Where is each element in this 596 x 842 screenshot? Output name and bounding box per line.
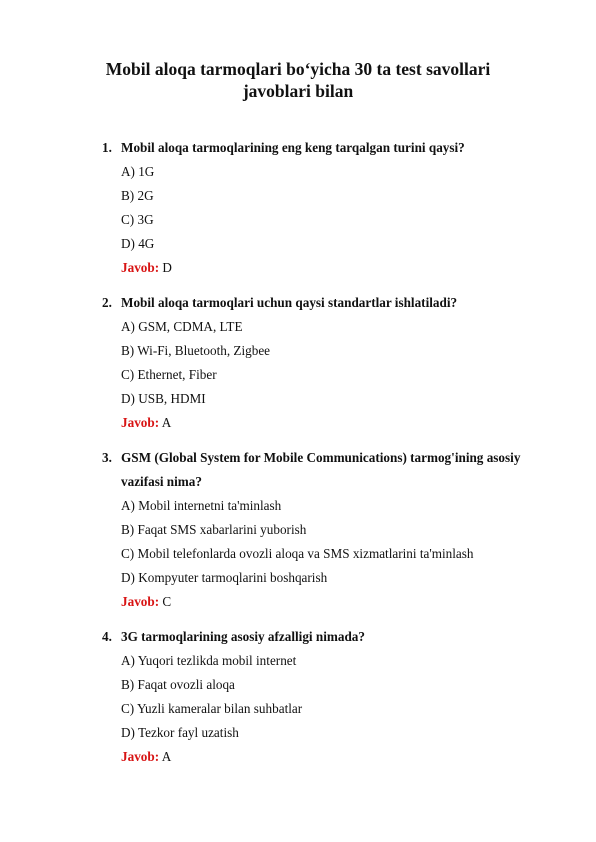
question-item: [0, 136, 596, 280]
answer-line: [0, 411, 596, 435]
answer-value: D: [162, 260, 172, 275]
answer-label: Javob:: [121, 260, 160, 275]
question-item: [0, 625, 596, 769]
option-b: B) Faqat SMS xabarlarini yuborish: [121, 522, 307, 537]
answer-value: A: [161, 415, 172, 430]
option-c: C) 3G: [121, 212, 154, 227]
answer-line: [0, 590, 596, 614]
option-b: B) Wi-Fi, Bluetooth, Zigbee: [121, 343, 271, 358]
question-text: 3G tarmoqlarining asosiy afzalligi nimada?: [121, 629, 365, 644]
answer-label: Javob:: [121, 594, 160, 609]
question-number: 1.: [102, 140, 112, 155]
option-a: A) 1G: [121, 164, 155, 179]
option-c: C) Mobil telefonlarda ovozli aloqa va SMS xizmatlarini ta'minlash: [121, 546, 474, 561]
question-heading: [0, 625, 596, 649]
option-c: C) Ethernet, Fiber: [121, 367, 217, 382]
answer-line: [0, 745, 596, 769]
option-d: D) Tezkor fayl uzatish: [121, 725, 239, 740]
title-line-1: Mobil aloqa tarmoqlari bo‘yicha 30 ta test savollari: [105, 59, 491, 79]
option-a: A) Yuqori tezlikda mobil internet: [121, 653, 297, 668]
question-heading: [0, 136, 596, 160]
question-text: Mobil aloqa tarmoqlari uchun qaysi standartlar ishlatiladi?: [121, 295, 458, 310]
page-title: [0, 58, 596, 102]
option-b: B) 2G: [121, 188, 154, 203]
question-text: Mobil aloqa tarmoqlarining eng keng tarqalgan turini qaysi?: [121, 140, 465, 155]
option-c: C) Yuzli kameralar bilan suhbatlar: [121, 701, 303, 716]
answer-label: Javob:: [121, 415, 160, 430]
option-a: A) GSM, CDMA, LTE: [121, 319, 243, 334]
question-number: 4.: [102, 629, 112, 644]
option-d: D) Kompyuter tarmoqlarini boshqarish: [121, 570, 328, 585]
question-text: GSM (Global System for Mobile Communications) tarmog'ining asosiy vazifasi nima?: [121, 450, 521, 489]
question-number: 3.: [102, 450, 112, 465]
option-a: A) Mobil internetni ta'minlash: [121, 498, 282, 513]
question-item: [0, 446, 596, 614]
option-d: D) 4G: [121, 236, 155, 251]
answer-value: A: [161, 749, 172, 764]
answer-line: [0, 256, 596, 280]
answer-label: Javob:: [121, 749, 160, 764]
title-line-2: javoblari bilan: [242, 81, 354, 101]
question-item: [0, 291, 596, 435]
question-number: 2.: [102, 295, 112, 310]
option-d: D) USB, HDMI: [121, 391, 206, 406]
answer-value: C: [162, 594, 172, 609]
question-heading: [0, 446, 596, 494]
option-b: B) Faqat ovozli aloqa: [121, 677, 235, 692]
question-heading: [0, 291, 596, 315]
question-list: [0, 136, 596, 780]
